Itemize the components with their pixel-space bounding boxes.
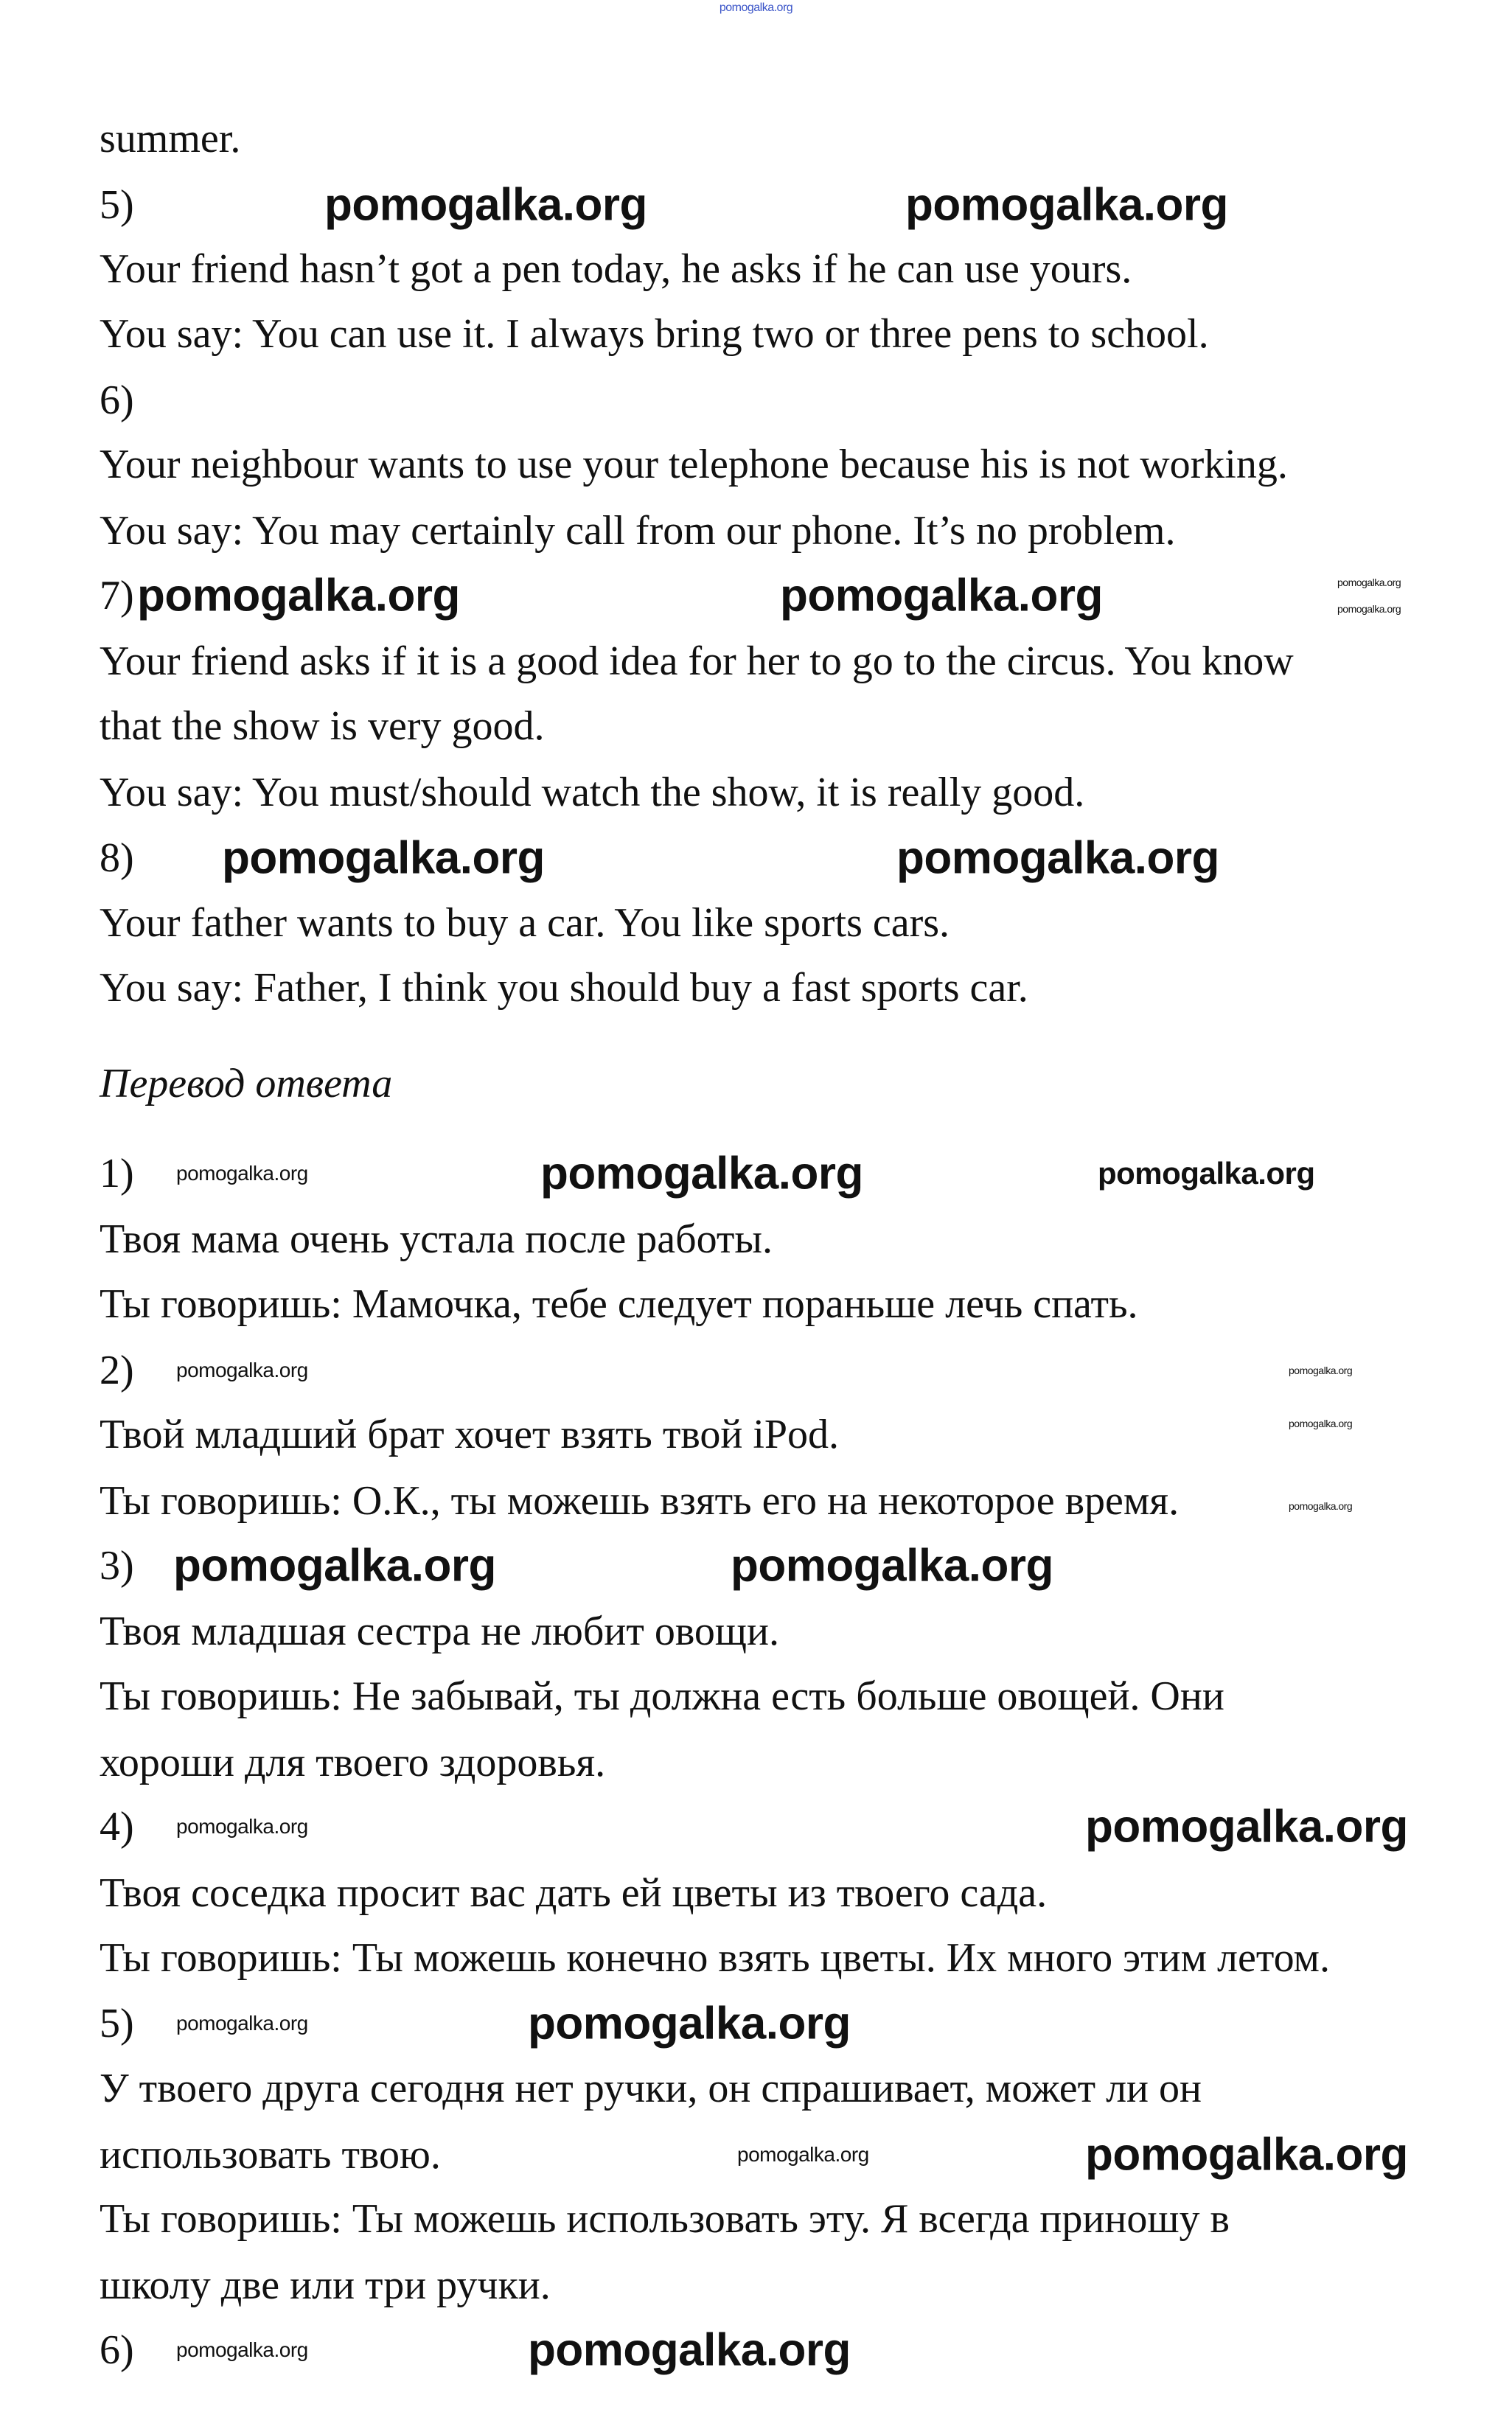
watermark: pomogalka.org [176,1814,308,1838]
text-line: Ты говоришь: Не забывай, ты должна есть больше овощей. Они [100,1673,1224,1719]
text-line: Твоя соседка просит вас дать ей цветы из твоего сада. [100,1870,1048,1916]
watermark: pomogalka.org [1085,2129,1408,2181]
item-number: 1) [100,1151,134,1196]
watermark: pomogalka.org [896,832,1219,884]
text-line: Your friend hasn’t got a pen today, he asks if he can use yours. [100,246,1132,292]
watermark: pomogalka.org [528,1998,851,2049]
text-line: Your neighbour wants to use your telephone because his is not working. [100,442,1288,487]
watermark: pomogalka.org [1289,1364,1353,1376]
text-line: You say: You can use it. I always bring two or three pens to school. [100,311,1209,357]
text-line: Ты говоришь: Ты можешь использовать эту. Я всегда приношу в [100,2196,1230,2242]
watermark: pomogalka.org [1337,602,1401,615]
text-line: школу две или три ручки. [100,2262,551,2308]
watermark: pomogalka.org [173,1540,496,1592]
text-line: Your friend asks if it is a good idea for her to go to the circus. You know [100,638,1294,684]
text-line: You say: Father, I think you should buy a fast sports car. [100,965,1028,1011]
text-line: summer. [100,116,241,161]
watermark: pomogalka.org [137,570,460,621]
item-number: 6) [100,2327,134,2373]
text-line: Твой младший брат хочет взять твой iPod. [100,1412,840,1457]
watermark: pomogalka.org [176,1358,308,1381]
item-number: 8) [100,835,134,881]
text-line: Твоя младшая сестра не любит овощи. [100,1609,779,1654]
watermark: pomogalka.org [176,2011,308,2035]
watermark: pomogalka.org [780,570,1103,621]
text-line: You say: You may certainly call from our phone. It’s no problem. [100,508,1176,554]
watermark: pomogalka.org [1289,1499,1353,1512]
watermark: pomogalka.org [176,1161,308,1185]
watermark: pomogalka.org [324,179,647,231]
text-line: You say: You must/should watch the show, it is really good. [100,770,1085,815]
watermark: pomogalka.org [176,2338,308,2361]
item-number: 2) [100,1348,134,1393]
watermark: pomogalka.org [731,1540,1053,1592]
item-number: 4) [100,1804,134,1850]
watermark: pomogalka.org [1289,1417,1353,1429]
text-line: использовать твою. [100,2132,441,2178]
watermark: pomogalka.org [905,179,1228,231]
watermark: pomogalka.org [222,832,545,884]
watermark: pomogalka.org [528,2324,851,2376]
item-number: 3) [100,1543,134,1589]
section-heading: Перевод ответа [100,1061,393,1107]
item-number: 6) [100,377,134,423]
text-line: Your father wants to buy a car. You like sports cars. [100,900,950,946]
watermark: pomogalka.org [1098,1155,1315,1191]
text-line: Ты говоришь: О.К., ты можешь взять его на некоторое время. [100,1478,1180,1524]
item-number: 5) [100,182,134,228]
watermark: pomogalka.org [1085,1801,1408,1853]
item-number: 7) [100,573,134,618]
watermark: pomogalka.org [1337,576,1401,588]
text-line: Ты говоришь: Мамочка, тебе следует пораньше лечь спать. [100,1281,1138,1327]
text-line: Твоя мама очень устала после работы. [100,1216,773,1262]
watermark: pomogalka.org [540,1148,863,1199]
watermark: pomogalka.org [737,2142,869,2166]
text-line: У твоего друга сегодня нет ручки, он спрашивает, может ли он [100,2066,1202,2111]
text-line: that the show is very good. [100,703,545,749]
watermark: pomogalka.org [719,1,793,14]
text-line: хороши для твоего здоровья. [100,1740,606,1785]
item-number: 5) [100,2001,134,2046]
text-line: Ты говоришь: Ты можешь конечно взять цветы. Их много этим летом. [100,1935,1330,1981]
